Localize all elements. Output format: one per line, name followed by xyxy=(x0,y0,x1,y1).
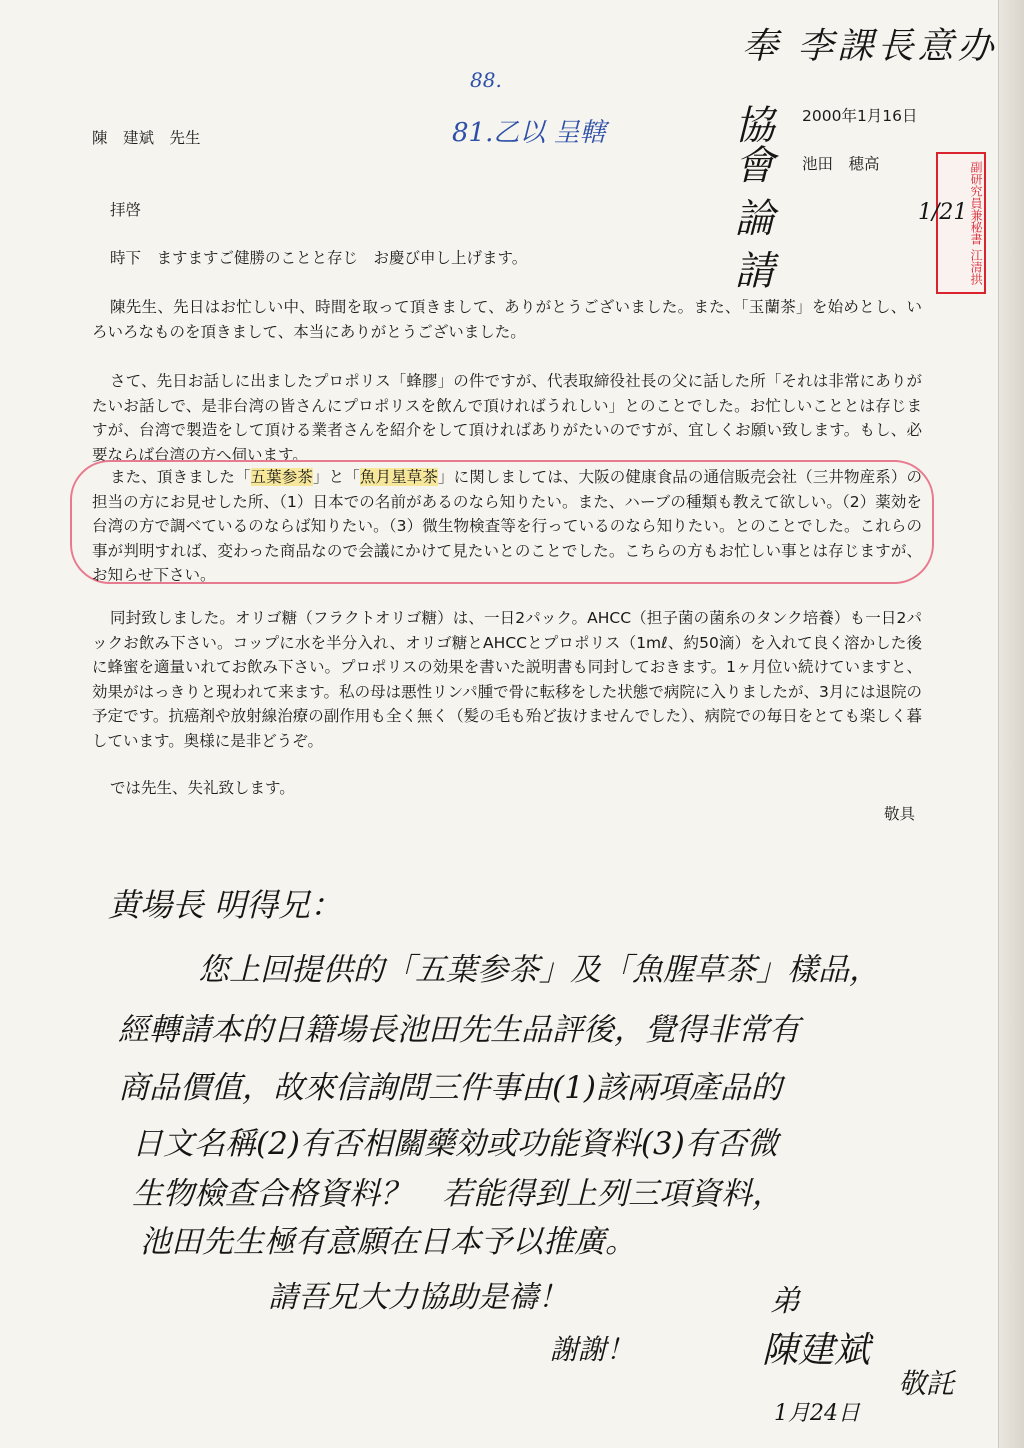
greeting-line: 時下 ますますご健勝のことと存じ お慶び申し上げます。 xyxy=(110,249,528,267)
note-line: 您上回提供的「五葉参茶」及「魚腥草茶」樣品， xyxy=(198,952,880,988)
margin-note-blue: 81.乙以 呈轄 xyxy=(452,118,606,148)
note-line: 商品價值，故來信詢問三件事由(1)該兩項產品的 xyxy=(118,1070,782,1106)
official-seal-stamp: 副研究員兼秘書 江清拱 xyxy=(936,152,986,294)
paragraph-propolis: さて、先日お話しに出ましたプロポリス「蜂膠」の件ですが、代表取締役社長の父に話した所「それは非常にありがたいお話しで、是非台湾の皆さんにプロポリスを飲んで頂ければうれしい」とのことでした。お忙しいこととは存じますが、台湾で製造をして頂ける業者さんを紹介をして頂ければありがたいのですが、宜しくお願い致します。もし、必要ならば台湾の方へ伺います。 xyxy=(92,372,922,464)
note-line: 池田先生極有意願在日本予以推廣。 xyxy=(140,1224,636,1260)
stamp-handwritten-date: 1/21 xyxy=(918,200,968,225)
sender-name: 池田 穂高 xyxy=(802,155,880,173)
signature-prefix: 弟 xyxy=(770,1284,800,1319)
letter-date: 2000年1月16日 xyxy=(802,107,918,125)
paragraph-enclosed: 同封致しました。オリゴ糖（フラクトオリゴ糖）は、一日2パック。AHCC（担子菌の菌糸のタンク培養）も一日2パックお飲み下さい。コップに水を半分入れ、オリゴ糖とAHCCとプロポリス（1mℓ、約50滴）を入れて良く溶かした後に蜂蜜を適量いれてお飲み下さい。プロポリスの効果を書いた説明書も同封しておきます。1ヶ月位い続けていますと、効果がはっきりと現われて来ます。私の母は悪性リンパ腫で骨に転移をした状態で病院に入りましたが、3月には退院の予定です。抗癌剤や放射線治療の副作用も全く無く（髪の毛も殆ど抜けませんでした）、病院での毎日をとても楽しく暮しています。奥様に是非どうぞ。 xyxy=(92,609,922,750)
closing-line: では先生、失礼致します。 xyxy=(110,779,295,797)
page-fold-edge xyxy=(998,0,1024,1448)
signature-name: 陳建斌 xyxy=(762,1330,871,1371)
paragraph-tea-samples: また、頂きました「五葉参茶」と「魚月星草茶」に関しましては、大阪の健康食品の通信販売会社（三井物産系）の担当の方にお見せした所、（1）日本での名前があるのなら知りたい。また、ハーブの種類も教えて欲しい。（2）薬効を台湾の方で調べているのならば知りたい。（3）微生物検査等を行っているのなら知りたい。とのことでした。これらの事が判明すれば、変わった商品なので会議にかけて見たいとのことでした。こちらの方もお忙しい事とは存じますが、お知らせ下さい。 xyxy=(92,468,922,584)
note-date: 1月24日 xyxy=(774,1401,860,1426)
note-line: 請吾兄大力協助是禱！ xyxy=(268,1280,568,1315)
note-line: 經轉請本的日籍場長池田先生品評後，覺得非常有 xyxy=(118,1012,800,1048)
note-line: 日文名稱(2)有否相關藥効或功能資料(3)有否微 xyxy=(132,1126,778,1162)
note-thanks: 謝謝！ xyxy=(550,1333,635,1366)
opening-salutation: 拝啓 xyxy=(110,201,142,219)
margin-note-number: 88. xyxy=(470,68,502,92)
closing-formula: 敬具 xyxy=(884,805,916,823)
signature-suffix: 敬託 xyxy=(898,1367,955,1400)
margin-note-vertical: 協會 論 請 xyxy=(728,104,774,290)
margin-note-top-right: 奉 李課長意办 xyxy=(742,26,998,67)
paragraph-thanks: 陳先生、先日はお忙しい中、時間を取って頂きまして、ありがとうございました。また、「玉蘭茶」を始めとし、いろいろなものを頂きまして、本当にありがとうございました。 xyxy=(92,298,922,341)
highlight-tea-1: 五葉参茶 xyxy=(250,468,314,486)
note-line: 生物檢查合格資料？ 若能得到上列三項資料， xyxy=(132,1176,783,1212)
highlight-tea-2: 魚月星草茶 xyxy=(359,468,438,486)
note-addressee: 黄場長 明得兄： xyxy=(108,886,343,924)
recipient-name: 陳 建斌 先生 xyxy=(92,129,201,147)
